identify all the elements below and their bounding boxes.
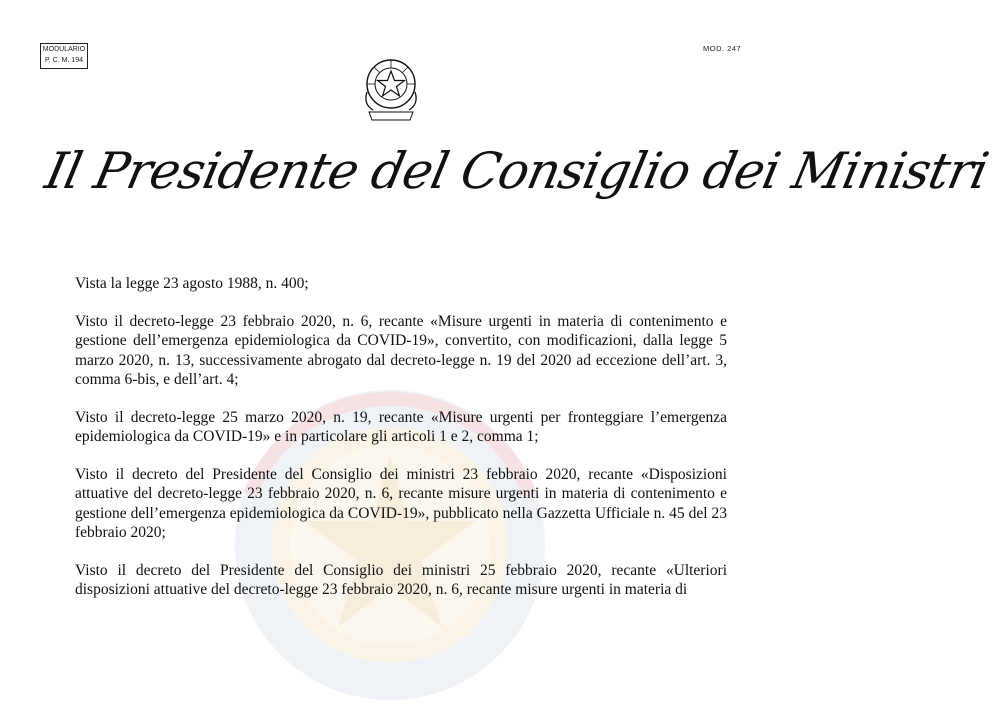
paragraph: Visto il decreto-legge 23 febbraio 2020, n. 6, recante «Misure urgenti in materia di contenimento e gestione dell’emergenza epidemiologica da COVID-19», convertito, con modificazioni, dalla legge 5 marzo 2020, n. 13, successivamente abrogato dal decreto-legge n. 19 del 2020 ad eccezione dell’art. 3, comma 6-bis, e dell’art. 4; bbox=[75, 312, 727, 388]
form-code-line: P. C. M. 194 bbox=[44, 57, 83, 64]
form-code-box bbox=[40, 43, 88, 69]
paragraph: Visto il decreto-legge 25 marzo 2020, n. 19, recante «Misure urgenti per fronteggiare l’emergenza epidemiologica da COVID-19» e in particolare gli articoli 1 e 2, comma 1; bbox=[75, 408, 727, 445]
form-code-line: MODULARIO bbox=[42, 46, 86, 53]
paragraph: Vista la legge 23 agosto 1988, n. 400; bbox=[75, 275, 309, 292]
mod-code: MOD. 247 bbox=[703, 44, 742, 53]
masthead-title: Il Presidente del Consiglio dei Ministri bbox=[40, 142, 993, 200]
paragraph: Visto il decreto del Presidente del Consiglio dei ministri 25 febbraio 2020, recante «Ulteriori disposizioni attuative del decreto-legge 23 febbraio 2020, n. 6, recante misure urgenti in materia di bbox=[75, 561, 727, 598]
document-body bbox=[75, 274, 727, 618]
repubblica-italiana-emblem-icon bbox=[355, 52, 427, 124]
paragraph: Visto il decreto del Presidente del Consiglio dei ministri 23 febbraio 2020, recante «Disposizioni attuative del decreto-legge 23 febbraio 2020, n. 6, recante misure urgenti in materia di contenimento e gestione dell’emergenza epidemiologica da COVID-19», pubblicato nella Gazzetta Ufficiale n. 45 del 23 febbraio 2020; bbox=[75, 465, 727, 541]
